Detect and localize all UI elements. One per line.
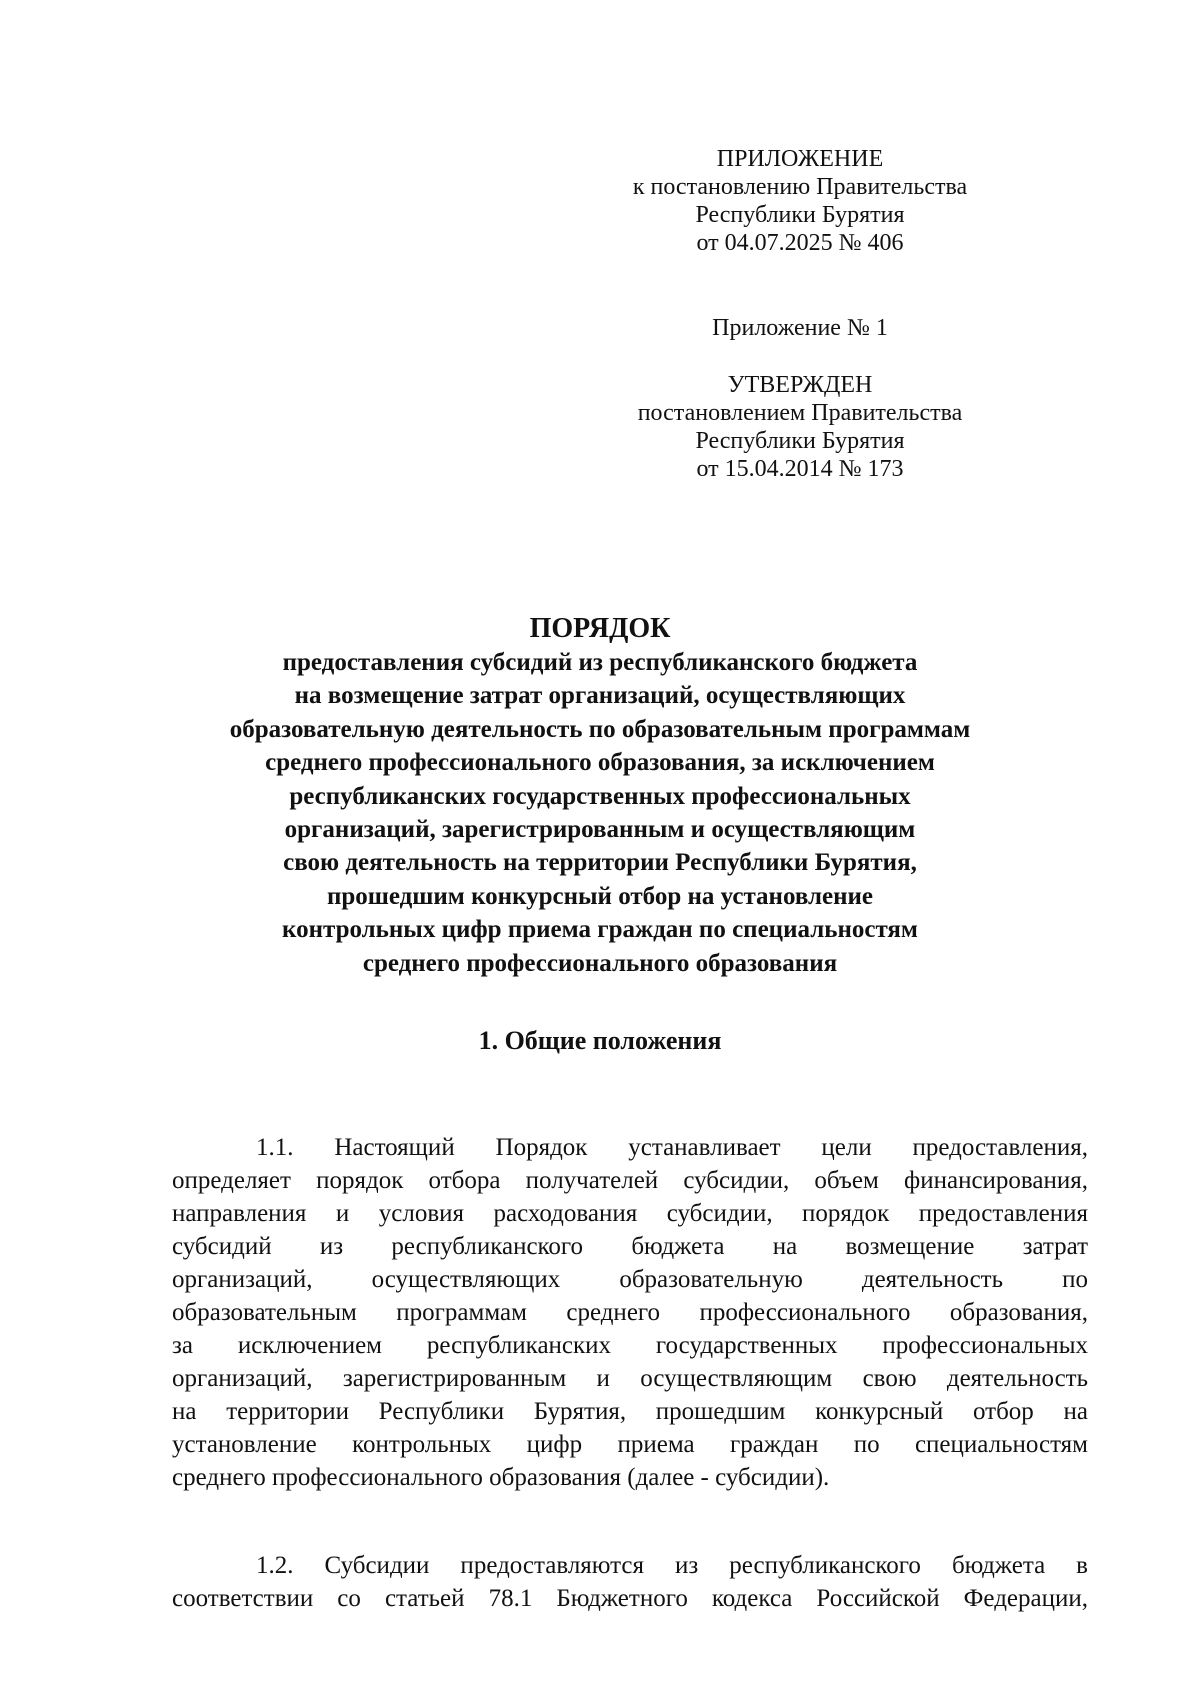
appendix-line-3: Республики Бурятия — [695, 202, 905, 228]
title-line: республиканских государственных профессиональных — [289, 782, 911, 810]
paragraph-line: 1.1. Настоящий Порядок устанавливает цели предоставления, — [256, 1134, 1088, 1161]
title-line: организаций, зарегистрированным и осуществляющим — [284, 816, 916, 844]
title-line: образовательную деятельность по образовательным программам — [229, 715, 971, 743]
appendix-number-block — [620, 314, 980, 342]
approved-label: УТВЕРЖДЕН — [727, 372, 873, 398]
document-title — [150, 612, 1050, 980]
approved-line-3: Республики Бурятия — [695, 428, 905, 454]
title-line: прошедшим конкурсный отбор на установление — [326, 882, 874, 910]
paragraph-1-1 — [172, 1131, 1088, 1494]
appendix-label: ПРИЛОЖЕНИЕ — [716, 146, 884, 172]
title-line: среднего профессионального образования — [362, 949, 838, 977]
paragraph-line: установление контрольных цифр приема граждан по специальностям — [172, 1431, 1088, 1458]
section-heading: 1. Общие положения — [478, 1026, 722, 1055]
paragraph-line: направления и условия расходования субсидии, порядок предоставления — [172, 1200, 1088, 1227]
appendix-header — [620, 145, 980, 257]
title-line: контрольных цифр приема граждан по специальностям — [282, 916, 918, 944]
paragraph-line: среднего профессионального образования (далее - субсидии). — [172, 1464, 830, 1491]
paragraph-line: на территории Республики Бурятия, прошедшим конкурсный отбор на — [172, 1398, 1088, 1425]
paragraph-line: субсидий из республиканского бюджета на возмещение затрат — [172, 1233, 1088, 1260]
appendix-line-4: от 04.07.2025 № 406 — [696, 230, 904, 256]
approved-line-2: постановлением Правительства — [637, 400, 963, 426]
paragraph-line: определяет порядок отбора получателей субсидии, объем финансирования, — [172, 1167, 1088, 1194]
appendix-number: Приложение № 1 — [712, 315, 888, 341]
approved-block — [620, 371, 980, 483]
paragraph-line: соответствии со статьей 78.1 Бюджетного кодекса Российской Федерации, — [172, 1585, 1088, 1612]
title-line: предоставления субсидий из республиканского бюджета — [282, 649, 918, 676]
appendix-line-2: к постановлению Правительства — [632, 174, 968, 200]
paragraph-line: 1.2. Субсидии предоставляются из республиканского бюджета в — [256, 1552, 1088, 1579]
paragraph-1-2 — [172, 1549, 1088, 1615]
paragraph-line: организаций, осуществляющих образовательную деятельность по — [172, 1266, 1088, 1293]
paragraph-line: за исключением республиканских государственных профессиональных — [172, 1332, 1088, 1359]
paragraph-line: образовательным программам среднего профессионального образования, — [172, 1299, 1088, 1326]
title-line: среднего профессионального образования, за исключением — [265, 749, 935, 777]
title-main: ПОРЯДОК — [529, 613, 671, 644]
title-line: на возмещение затрат организаций, осуществляющих — [294, 682, 906, 710]
title-line: свою деятельность на территории Республики Бурятия, — [283, 849, 917, 877]
paragraph-line: организаций, зарегистрированным и осуществляющим свою деятельность — [172, 1365, 1088, 1392]
approved-line-4: от 15.04.2014 № 173 — [696, 456, 904, 482]
